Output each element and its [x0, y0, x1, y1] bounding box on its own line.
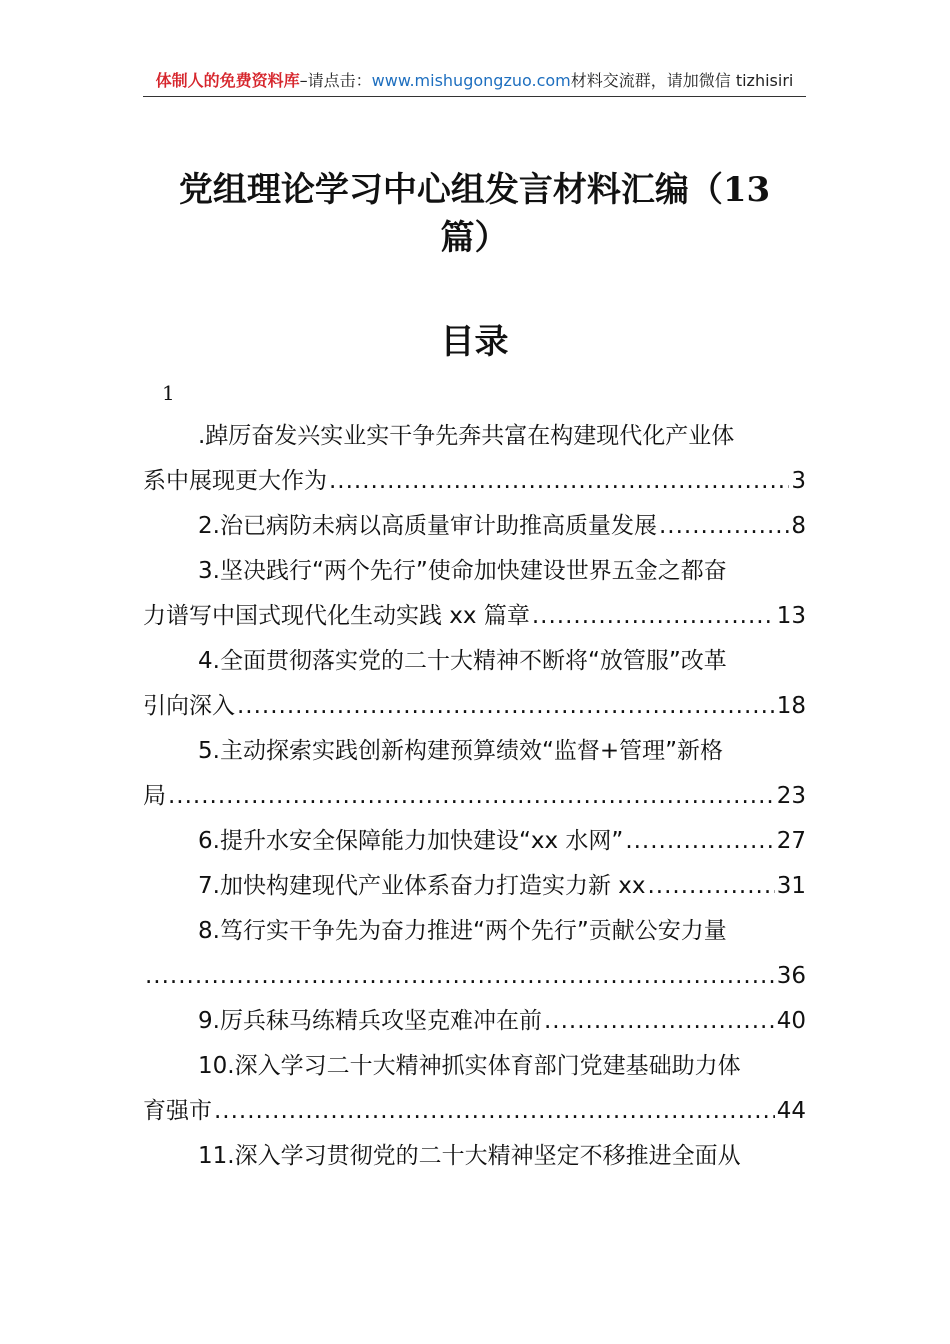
toc-entry[interactable]: [143, 549, 806, 639]
toc-entry-title: 7.加快构建现代产业体系奋力打造实力新 xx: [198, 873, 646, 899]
toc-entry-title: 4.全面贯彻落实党的二十大精神不断将“放管服”改革: [198, 648, 727, 674]
toc-page-number: 31: [776, 873, 806, 899]
toc-entry-title-cont: 育强市: [143, 1098, 212, 1124]
toc-entry-title: 10.深入学习二十大精神抓实体育部门党建基础助力体: [198, 1053, 741, 1079]
toc-leader: [659, 504, 789, 549]
toc-leader: [532, 594, 775, 639]
header-link[interactable]: www.mishugongzuo.com: [371, 71, 571, 90]
title-line-2: 篇）: [440, 218, 509, 258]
header-prompt: –请点击：: [299, 71, 372, 90]
toc-entry-title: 9.厉兵秣马练精兵攻坚克难冲在前: [198, 1008, 542, 1034]
toc-page-number: 3: [791, 468, 806, 494]
stray-number: 1: [162, 381, 175, 405]
toc-leader: [237, 684, 775, 729]
toc-entry[interactable]: [143, 504, 806, 549]
toc-entry-title: 3.坚决践行“两个先行”使命加快建设世界五金之都奋: [198, 558, 727, 584]
toc-page-number: 18: [776, 693, 806, 719]
toc-page-number: 23: [776, 783, 806, 809]
toc-leader: [625, 819, 774, 864]
toc-page-number: 44: [776, 1098, 806, 1124]
toc-entry[interactable]: [143, 1044, 806, 1134]
toc-entry-title: 11.深入学习贯彻党的二十大精神坚定不移推进全面从: [198, 1143, 741, 1169]
toc-entry[interactable]: [143, 414, 806, 504]
table-of-contents: [143, 414, 806, 1179]
header-brand: 体制人的免费资料库: [155, 71, 300, 90]
toc-page-number: 13: [776, 603, 806, 629]
toc-entry-title-cont: 力谱写中国式现代化生动实践 xx 篇章: [143, 603, 530, 629]
toc-page-number: 40: [776, 1008, 806, 1034]
toc-leader: [544, 999, 775, 1044]
toc-entry[interactable]: [143, 1134, 806, 1179]
page-header: [143, 66, 806, 97]
toc-entry-title: 2.治已病防未病以高质量审计助推高质量发展: [198, 513, 657, 539]
toc-entry-title: 6.提升水安全保障能力加快建设“xx 水网”: [198, 828, 624, 854]
toc-page-number: 27: [776, 828, 806, 854]
toc-heading: 目录: [440, 322, 509, 362]
toc-entry-title: .踔厉奋发兴实业实干争先奔共富在构建现代化产业体: [198, 423, 735, 449]
toc-leader: [168, 774, 775, 819]
toc-entry[interactable]: [143, 864, 806, 909]
toc-page-number: 8: [791, 513, 806, 539]
toc-entry[interactable]: [143, 729, 806, 819]
toc-leader: [329, 459, 789, 504]
toc-page-number: 36: [776, 963, 806, 989]
toc-entry-title: 5.主动探索实践创新构建预算绩效“监督+管理”新格: [198, 738, 724, 764]
toc-entry-title-cont: 系中展现更大作为: [143, 468, 327, 494]
toc-leader: [145, 954, 775, 999]
toc-entry[interactable]: [143, 909, 806, 999]
toc-entry-title-cont: 局: [143, 783, 166, 809]
toc-entry-title-cont: 引向深入: [143, 693, 235, 719]
toc-entry-title: 8.笃行实干争先为奋力推进“两个先行”贡献公安力量: [198, 918, 727, 944]
header-note: 材料交流群，请加微信 tizhisiri: [570, 71, 794, 90]
toc-entry[interactable]: [143, 639, 806, 729]
document-title: [143, 166, 806, 262]
toc-leader: [647, 864, 774, 909]
title-line-1: 党组理论学习中心组发言材料汇编（13: [178, 170, 771, 210]
toc-entry[interactable]: [143, 999, 806, 1044]
toc-leader: [214, 1089, 775, 1134]
toc-entry[interactable]: [143, 819, 806, 864]
